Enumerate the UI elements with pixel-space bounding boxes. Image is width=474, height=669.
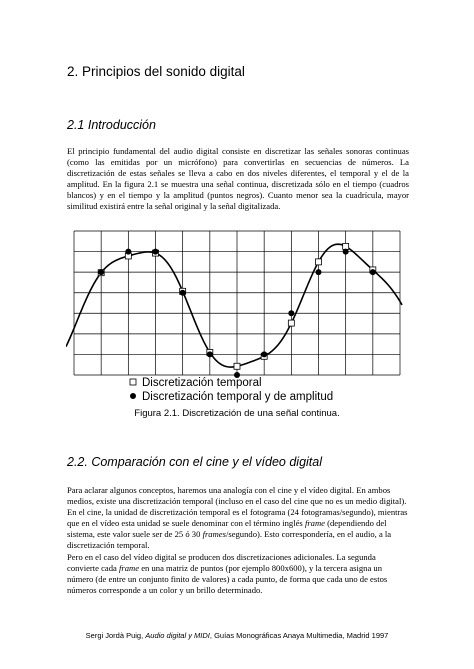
section-heading-comparacion: 2.2. Comparación con el cine y el vídeo digital — [67, 455, 323, 469]
temporal-sample-marker — [343, 243, 349, 249]
chapter-title: 2. Principios del sonido digital — [67, 64, 245, 79]
amplitude-sample-marker — [180, 290, 186, 296]
plot-grid — [74, 231, 400, 375]
footer-author: Sergi Jordà Puig, — [85, 631, 146, 640]
text-run: Pero en el caso del vídeo digital se producen dos discretizaciones adicionales. La segunda convierte cada — [67, 552, 376, 574]
temporal-sample-marker — [288, 320, 294, 326]
term-frame: frame — [304, 518, 325, 529]
intro-paragraph: El principio fundamental del audio digital consiste en discretizar las señales sonoras continuas (como las emitidas por un micrófono) para convertirlas en secuencias de números. La discretización de estas señales se lleva a cabo en dos niveles diferentes, el temporal y el de la amplitud. En la figura 2.1 se muestra una señal continua, discretizada sólo en el tiempo (cuadros blancos) y en el tiempo y la amplitud (puntos negros). Cuanto menor sea la cuadrícula, mayor similitud existirá entre la señal original y la señal digitalizada. — [67, 146, 409, 212]
text-run: en una matriz de puntos (por ejemplo 800x600), y la tercera asigna un número (de entre un conjunto finito de valores) a cada punto, de forma que cada uno de estos números corresponde a un color y un brillo determinado. — [67, 563, 388, 596]
figure-caption: Figura 2.1. Discretización de una señal continua. — [134, 408, 340, 419]
temporal-sample-marker — [234, 363, 240, 369]
text-run: Para aclarar algunos conceptos, haremos una analogía con el cine y el vídeo digital. En ambos medios, existe una discretización temporal (incluso en el caso del cine que no es un medio digital). En el cine, la unidad de discretización temporal es el fotograma (24 fotogramas/segundo), mientras que en el vídeo esta unidad se suele denominar con el término inglés — [67, 485, 408, 529]
signal-plot — [66, 225, 406, 410]
comparison-paragraph-1 — [67, 485, 409, 551]
amplitude-sample-marker — [370, 269, 376, 275]
amplitude-sample-marker — [316, 269, 322, 275]
page-footer — [67, 631, 407, 640]
amplitude-sample-marker — [288, 310, 294, 316]
figure-legend — [130, 377, 333, 403]
text-run: /segundo). Esto correspondería, en el audio, a la discretización temporal. — [67, 529, 392, 551]
amplitude-sample-marker — [261, 351, 267, 357]
term-frame: frame — [119, 563, 140, 574]
footer-publisher: , Guías Monográficas Anaya Multimedia, Madrid 1997 — [209, 631, 389, 640]
amplitude-sample-marker — [98, 269, 104, 275]
term-frames: frames — [202, 529, 226, 540]
section-heading-introduccion: 2.1 Introducción — [67, 118, 156, 132]
temporal-sample-marker — [316, 259, 322, 265]
continuous-signal-curve — [66, 244, 402, 367]
amplitude-sample-marker — [125, 249, 131, 255]
comparison-paragraph-2 — [67, 552, 409, 596]
amplitude-sample-marker — [207, 351, 213, 357]
legend-label-temporal-amplitude: Discretización temporal y de amplitud — [142, 391, 334, 403]
black-dot-icon — [130, 393, 136, 399]
amplitude-sample-marker — [153, 249, 159, 255]
white-square-icon — [130, 379, 136, 385]
amplitude-sample-marker — [343, 249, 349, 255]
figure-discretization — [66, 225, 406, 415]
text-run: (dependiendo del sistema, este valor suele ser de 25 ó 30 — [67, 518, 387, 540]
legend-label-temporal: Discretización temporal — [142, 377, 262, 389]
footer-book-title: Audio digital y MIDI — [145, 631, 210, 640]
